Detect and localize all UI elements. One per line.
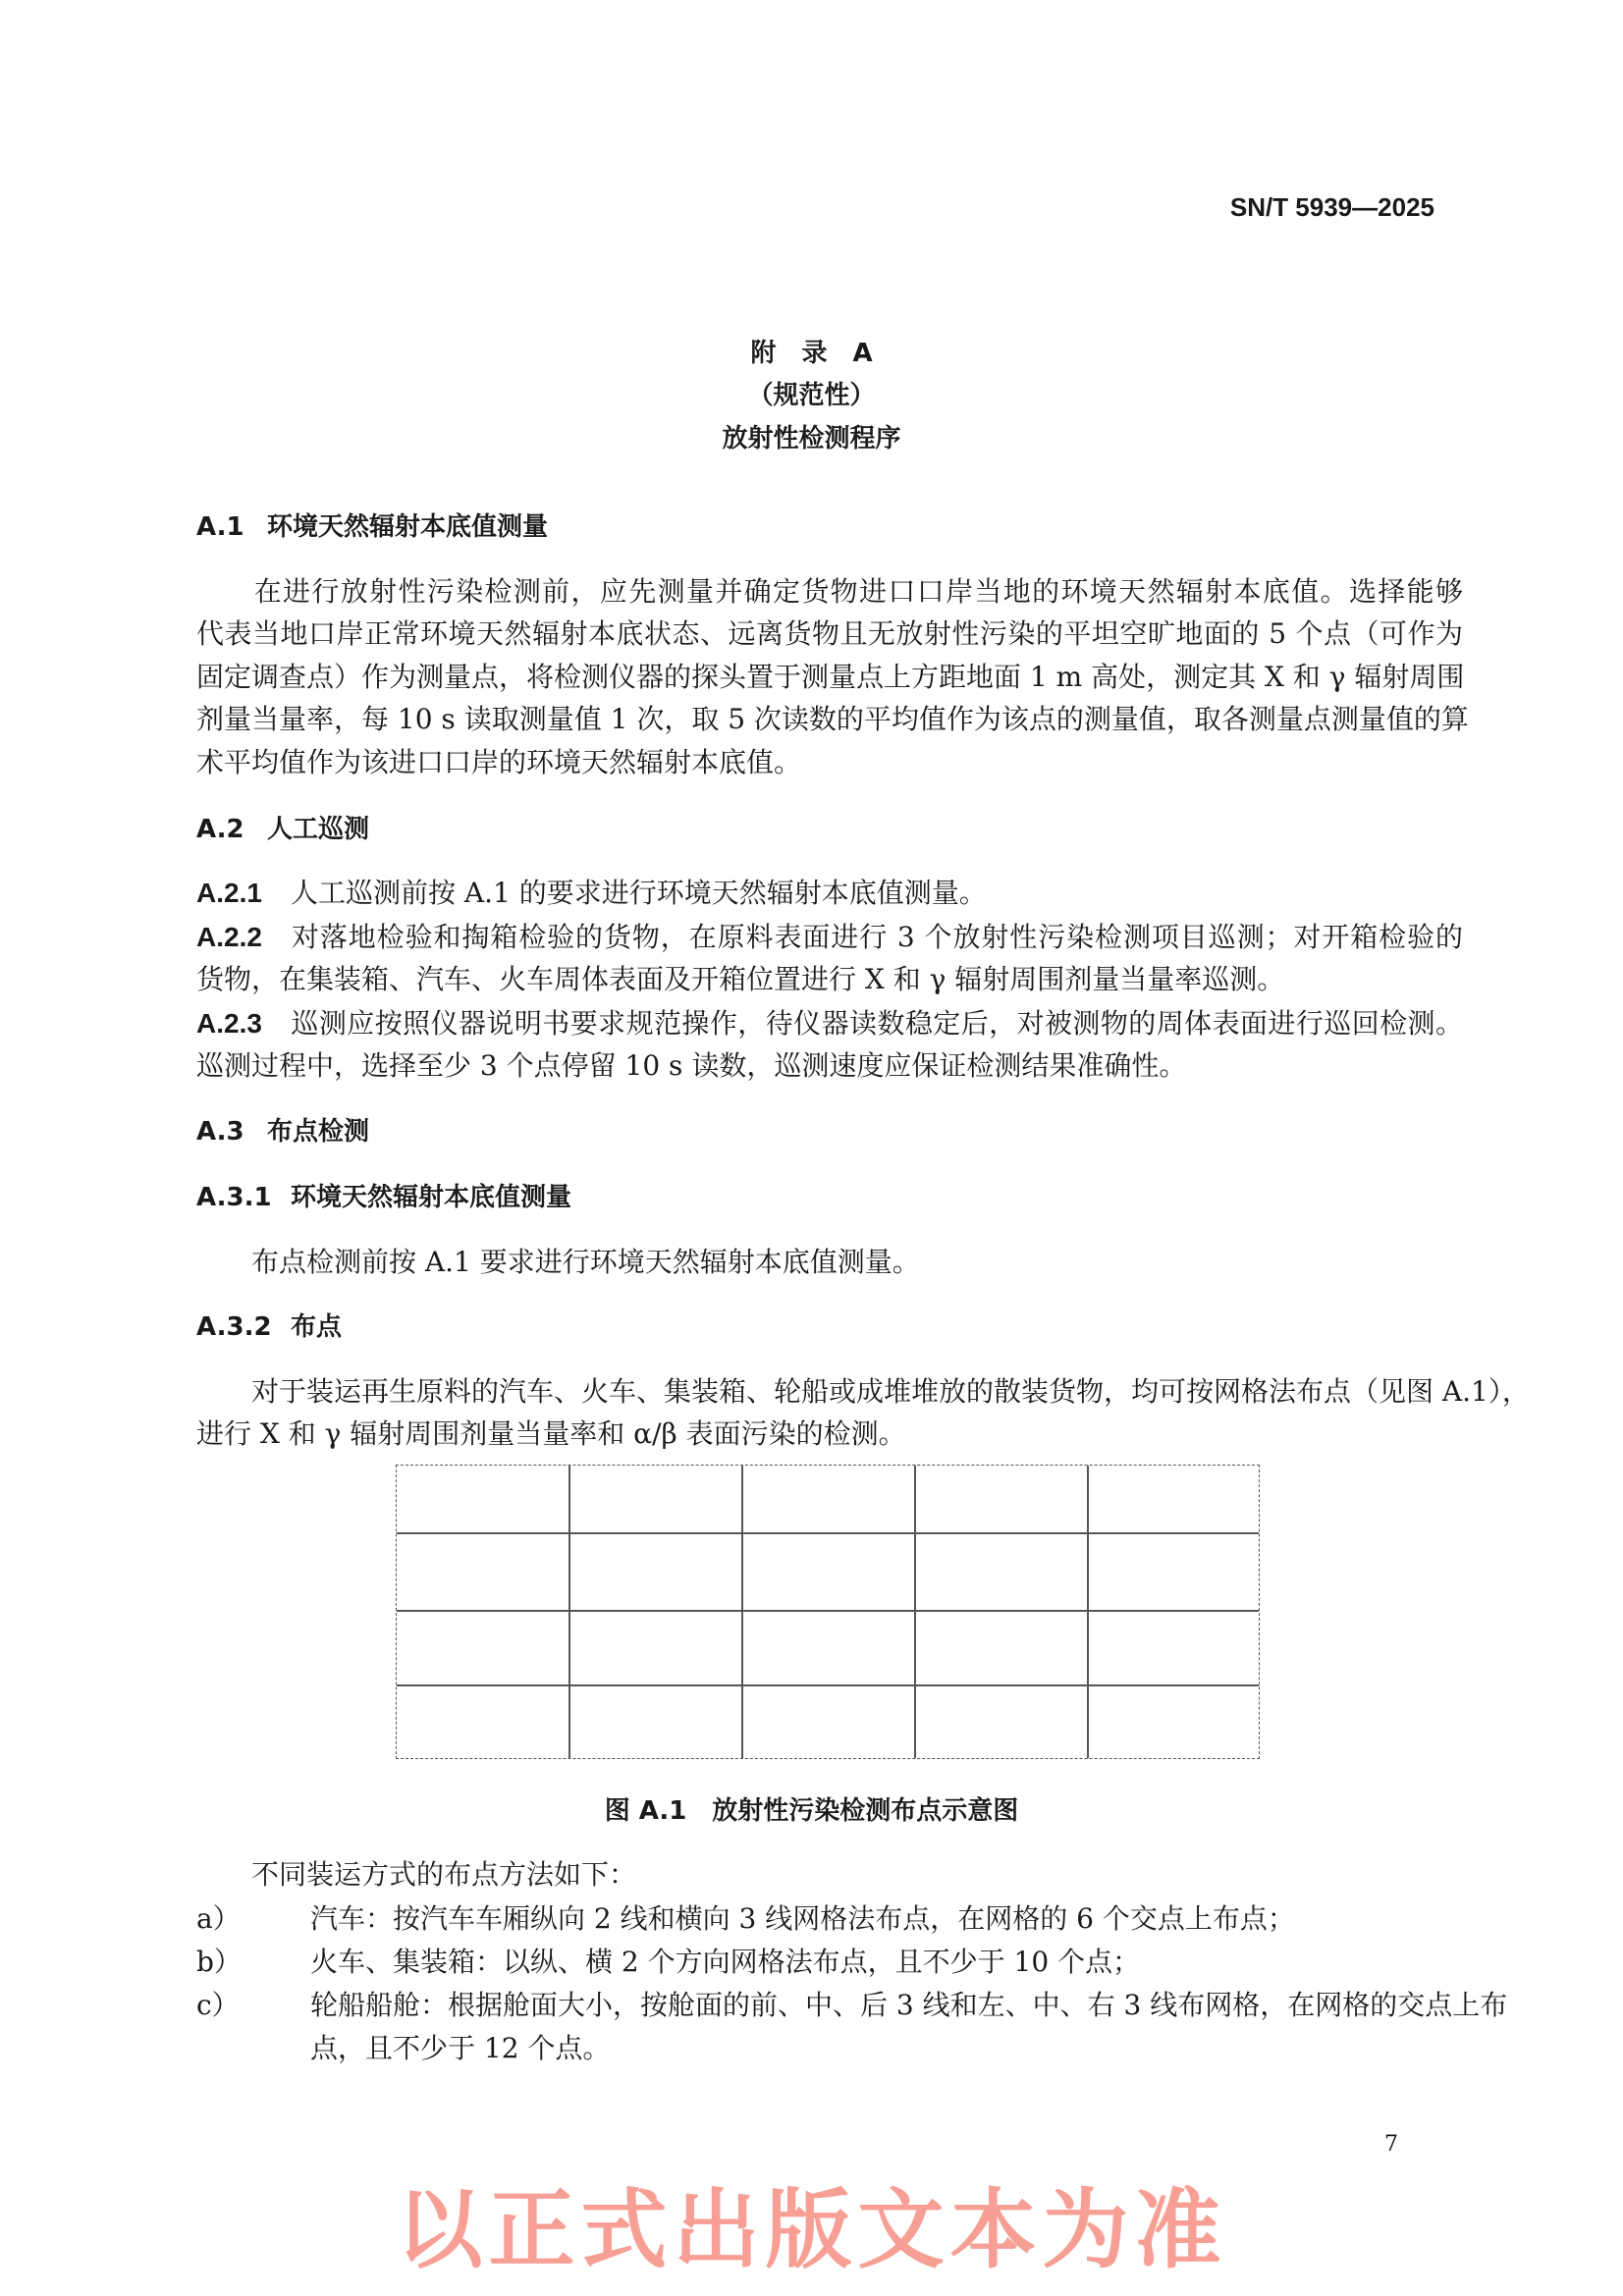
grid-line: [1087, 1466, 1089, 1758]
grid-line: [397, 1684, 1259, 1686]
list-intro: 不同装运方式的布点方法如下：: [196, 1858, 637, 1891]
heading-a31: A.3.1 环境天然辐射本底值测量: [196, 1183, 572, 1212]
watermark: 以正式出版文本为准: [396, 2179, 1227, 2280]
a1-line: 固定调查点）作为测量点，将检测仪器的探头置于测量点上方距地面 1 m 高处，测定其 X 和 γ 辐射周围: [196, 661, 1465, 693]
grid-line: [741, 1466, 743, 1758]
a21-line: A.2.1 人工巡测前按 A.1 的要求进行环境天然辐射本底值测量。: [196, 877, 987, 909]
appendix-label: 附 录 A: [750, 339, 873, 368]
a32-line: 进行 X 和 γ 辐射周围剂量当量率和 α/β 表面污染的检测。: [196, 1417, 906, 1450]
a22-line: A.2.2 对落地检验和掏箱检验的货物，在原料表面进行 3 个放射性污染检测项目巡测；对开箱检验的: [196, 921, 1463, 953]
grid-line: [397, 1532, 1259, 1534]
heading-a32: A.3.2 布点: [196, 1312, 343, 1342]
list-item-b: b） 火车、集装箱：以纵、横 2 个方向网格法布点，且不少于 10 个点；: [196, 1946, 1141, 1978]
a1-line: 在进行放射性污染检测前，应先测量并确定货物进口口岸当地的环境天然辐射本底值。选择能够: [196, 575, 1463, 608]
grid-line: [397, 1610, 1259, 1612]
list-item-c: c） 轮船船舱：根据舱面大小，按舱面的前、中、后 3 线和左、中、右 3 线布网格，在网格的交点上布: [196, 1989, 1508, 2021]
appendix-type: （规范性）: [747, 381, 876, 410]
a31-line: 布点检测前按 A.1 要求进行环境天然辐射本底值测量。: [196, 1246, 920, 1278]
a22-line: 货物，在集装箱、汽车、火车周体表面及开箱位置进行 X 和 γ 辐射周围剂量当量率巡测。: [196, 963, 1285, 995]
page-number: 7: [1384, 2132, 1398, 2157]
grid-line: [914, 1466, 916, 1758]
list-item-c-cont: 点，且不少于 12 个点。: [310, 2032, 611, 2064]
a23-line: 巡测过程中，选择至少 3 个点停留 10 s 读数，巡测速度应保证检测结果准确性。: [196, 1049, 1187, 1082]
a32-line: 对于装运再生原料的汽车、火车、集装箱、轮船或成堆堆放的散装货物，均可按网格法布点（见图 A.1），: [196, 1375, 1530, 1408]
a1-line: 代表当地口岸正常环境天然辐射本底状态、远离货物且无放射性污染的平坦空旷地面的 5 个点（可作为: [196, 617, 1463, 650]
figure-caption: 图 A.1 放射性污染检测布点示意图: [604, 1796, 1019, 1826]
a1-line: 剂量当量率，每 10 s 读取测量值 1 次，取 5 次读数的平均值作为该点的测量值，取各测量点测量值的算: [196, 703, 1469, 735]
heading-a3: A.3 布点检测: [196, 1117, 370, 1147]
heading-a2: A.2 人工巡测: [196, 815, 370, 844]
document-code: SN/T 5939—2025: [1229, 192, 1434, 222]
grid-line: [568, 1466, 570, 1758]
grid-layout-figure: [396, 1465, 1260, 1759]
list-item-a: a） 汽车：按汽车车厢纵向 2 线和横向 3 线网格法布点，在网格的 6 个交点上布点；: [196, 1902, 1295, 1935]
appendix-title: 放射性检测程序: [722, 424, 901, 454]
heading-a1: A.1 环境天然辐射本底值测量: [196, 512, 549, 542]
a23-line: A.2.3 巡测应按照仪器说明书要求规范操作，待仪器读数稳定后，对被测物的周体表面进行巡回检测。: [196, 1007, 1463, 1040]
a1-line: 术平均值作为该进口口岸的环境天然辐射本底值。: [196, 746, 802, 778]
